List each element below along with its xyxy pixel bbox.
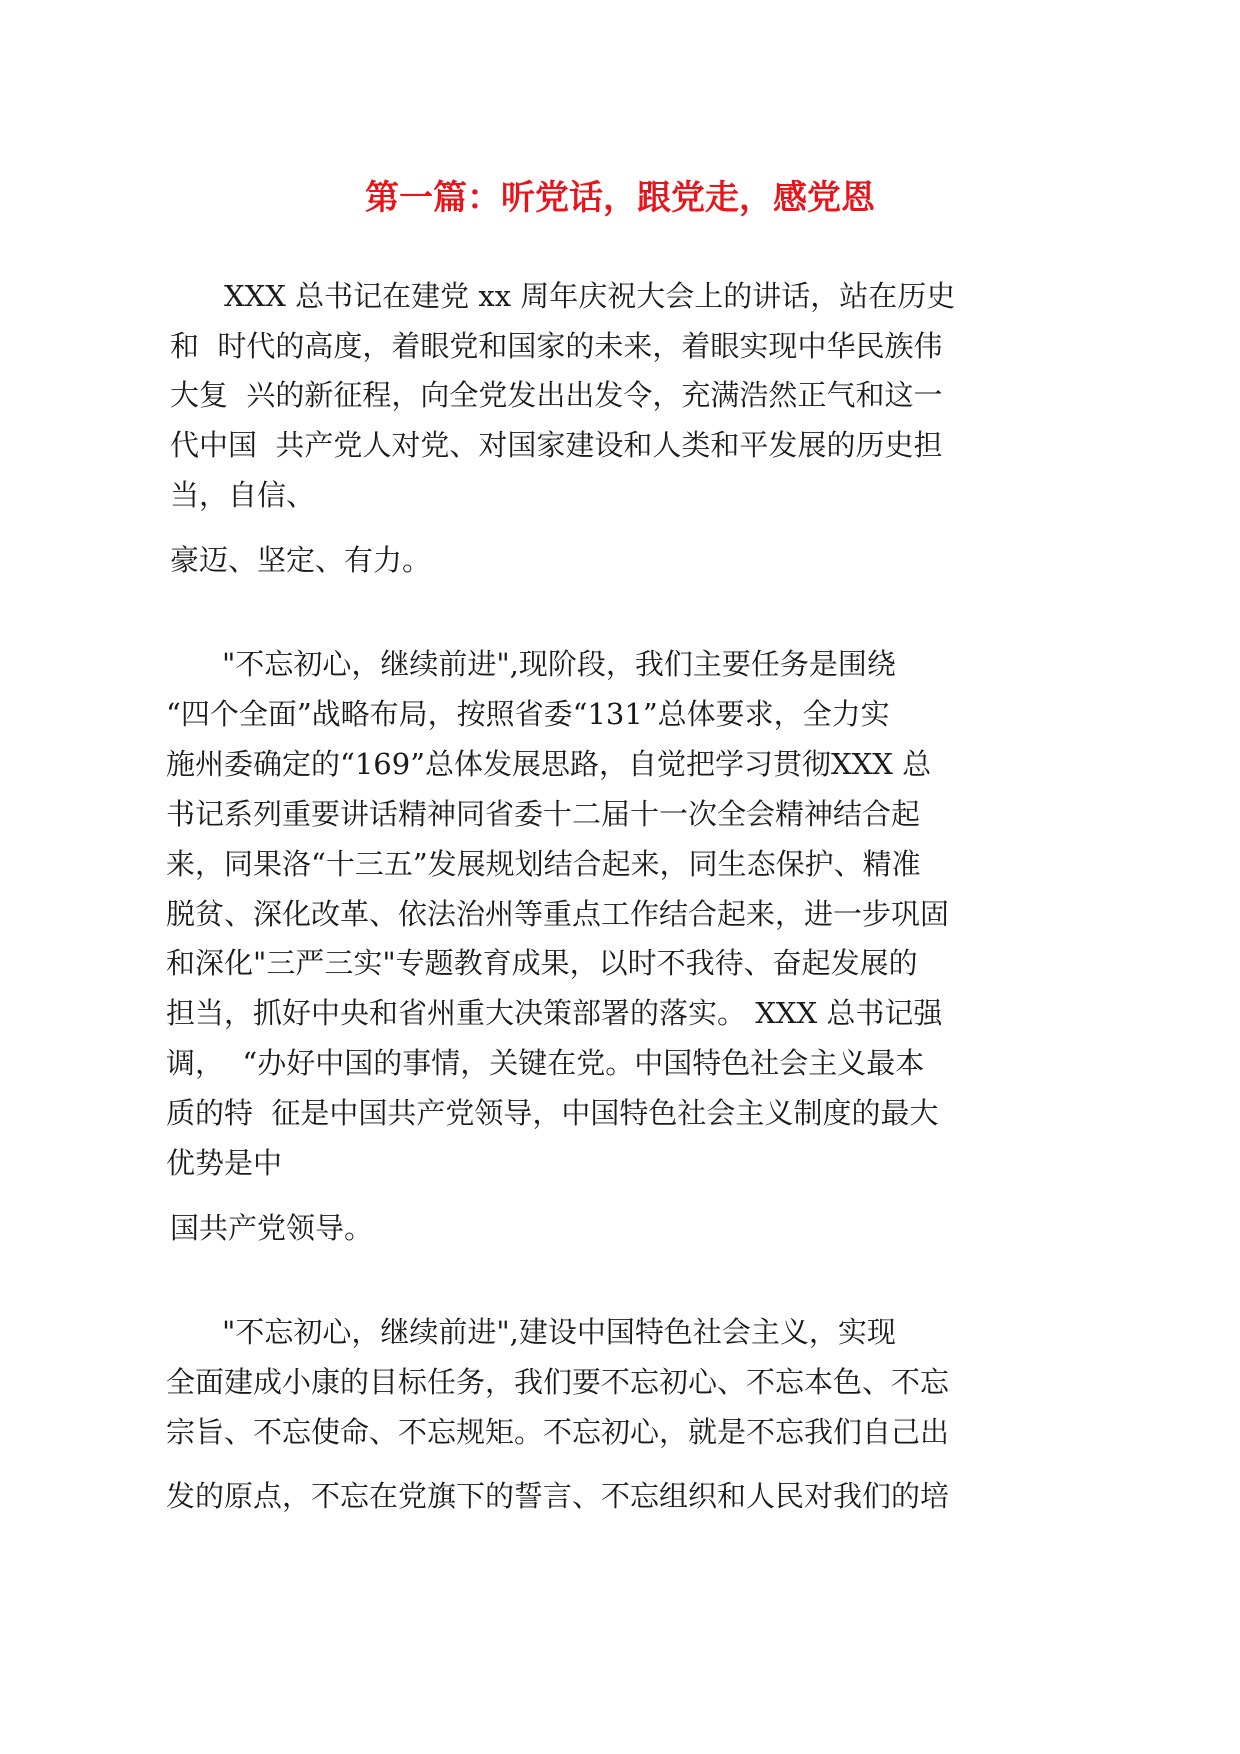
- paragraph-3-line-1: "不忘初心，继续前进",建设中国特色社会主义，实现: [222, 1315, 896, 1349]
- paragraph-3-line-3: 宗旨、不忘使命、不忘规矩。不忘初心，就是不忘我们自己出: [166, 1415, 950, 1449]
- paragraph-3-line-4: 发的原点，不忘在党旗下的誓言、不忘组织和人民对我们的培: [166, 1479, 950, 1513]
- paragraph-2-line-2: “四个全面”战略布局，按照省委“131”总体要求，全力实: [166, 697, 890, 731]
- paragraph-2-line-12: 国共产党领导。: [170, 1211, 374, 1245]
- paragraph-1-line-1: XXX 总书记在建党 xx 周年庆祝大会上的讲话，站在历史: [224, 279, 956, 313]
- paragraph-1-line-5: 当，自信、: [170, 478, 316, 512]
- paragraph-1-line-4: 代中国 共产党人对党、对国家建设和人类和平发展的历史担: [170, 428, 943, 462]
- paragraph-2-line-6: 脱贫、深化改革、依法治州等重点工作结合起来，进一步巩固: [166, 897, 950, 931]
- paragraph-1-line-2: 和 时代的高度，着眼党和国家的未来，着眼实现中华民族伟: [170, 329, 943, 363]
- paragraph-3-line-2: 全面建成小康的目标任务，我们要不忘初心、不忘本色、不忘: [166, 1365, 950, 1399]
- paragraph-2-line-8: 担当，抓好中央和省州重大决策部署的落实。 XXX 总书记强: [166, 996, 943, 1030]
- paragraph-2-line-5: 来，同果洛“十三五”发展规划结合起来，同生态保护、精准: [166, 847, 921, 881]
- paragraph-2-line-3: 施州委确定的“169”总体发展思路，自觉把学习贯彻XXX 总: [166, 747, 932, 781]
- paragraph-2-line-10: 质的特 征是中国共产党领导，中国特色社会主义制度的最大: [166, 1096, 939, 1130]
- document-title: 第一篇：听党话，跟党走，感党恩: [365, 178, 875, 218]
- paragraph-2-line-9: 调， “办好中国的事情，关键在党。中国特色社会主义最本: [166, 1046, 925, 1080]
- paragraph-1-line-3: 大复 兴的新征程，向全党发出出发令，充满浩然正气和这一: [170, 378, 943, 412]
- paragraph-1-line-6: 豪迈、坚定、有力。: [170, 543, 432, 577]
- paragraph-2-line-7: 和深化"三严三实"专题教育成果，以时不我待、奋起发展的: [166, 946, 918, 980]
- paragraph-2-line-4: 书记系列重要讲话精神同省委十二届十一次全会精神结合起: [166, 797, 921, 831]
- paragraph-2-line-1: "不忘初心，继续前进",现阶段，我们主要任务是围绕: [222, 647, 896, 681]
- paragraph-2-line-11: 优势是中: [166, 1146, 283, 1180]
